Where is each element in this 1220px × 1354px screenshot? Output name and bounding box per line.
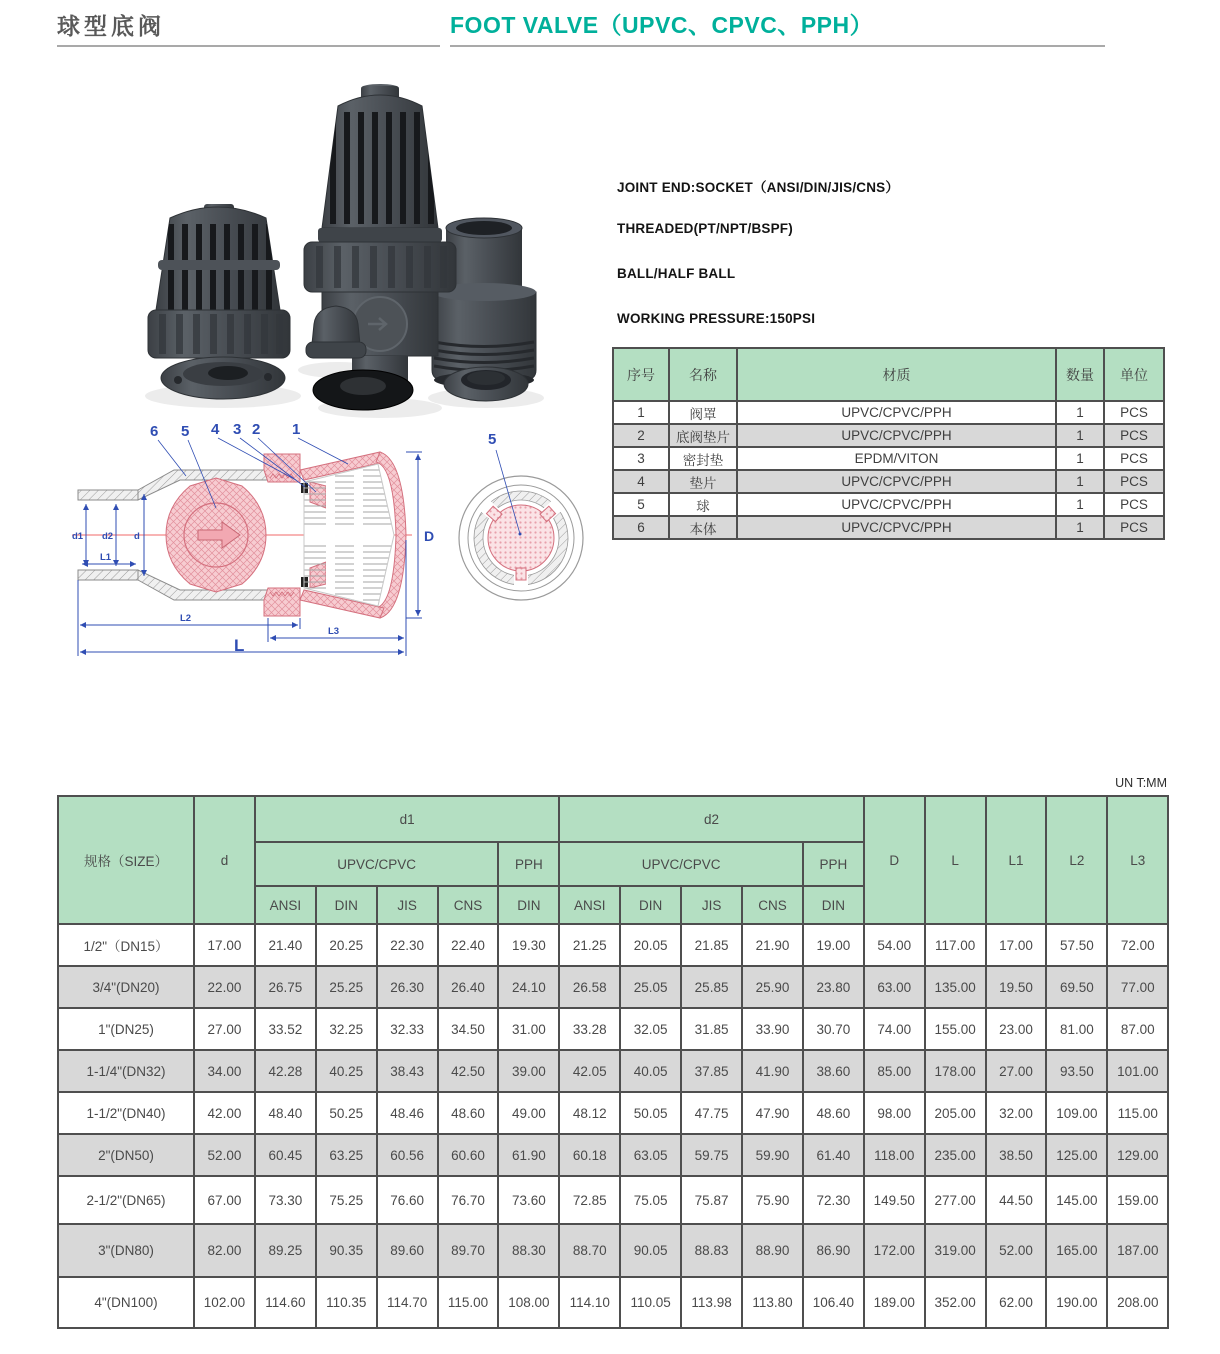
cell: 25.05 bbox=[620, 966, 681, 1008]
cell: 33.90 bbox=[742, 1008, 803, 1050]
cell: 26.30 bbox=[377, 966, 438, 1008]
cell: 1 bbox=[1056, 447, 1104, 470]
column-group-d1-upvc: UPVC/CPVC bbox=[255, 842, 499, 886]
cell: 32.05 bbox=[620, 1008, 681, 1050]
cell: 27.00 bbox=[194, 1008, 255, 1050]
cell: 60.60 bbox=[438, 1134, 499, 1176]
title-underline-cn bbox=[57, 45, 440, 47]
drawing-ball bbox=[166, 478, 266, 592]
cell: 38.60 bbox=[803, 1050, 864, 1092]
cell: 75.90 bbox=[742, 1176, 803, 1224]
cell: 110.35 bbox=[316, 1277, 377, 1328]
cell: 159.00 bbox=[1107, 1176, 1168, 1224]
cell: 44.50 bbox=[986, 1176, 1047, 1224]
cell: 90.05 bbox=[620, 1224, 681, 1277]
dim-label-l3: L3 bbox=[328, 626, 340, 637]
cell: 88.30 bbox=[498, 1224, 559, 1277]
callout-5-endview: 5 bbox=[488, 431, 497, 448]
cell: EPDM/VITON bbox=[737, 447, 1056, 470]
cell: 90.35 bbox=[316, 1224, 377, 1277]
cell: 89.25 bbox=[255, 1224, 316, 1277]
cell: 76.70 bbox=[438, 1176, 499, 1224]
cell: 阀罩 bbox=[669, 401, 737, 424]
dimension-table-row bbox=[58, 1008, 1168, 1050]
cell: 208.00 bbox=[1107, 1277, 1168, 1328]
cell: 47.90 bbox=[742, 1092, 803, 1134]
cell: 277.00 bbox=[925, 1176, 986, 1224]
cell: 25.90 bbox=[742, 966, 803, 1008]
cell: 22.40 bbox=[438, 924, 499, 966]
cell: 59.90 bbox=[742, 1134, 803, 1176]
cell: 1-1/4"(DN32) bbox=[58, 1050, 194, 1092]
cell: 62.00 bbox=[986, 1277, 1047, 1328]
cell: 82.00 bbox=[194, 1224, 255, 1277]
cell: 22.30 bbox=[377, 924, 438, 966]
cell: 72.30 bbox=[803, 1176, 864, 1224]
column-header-size: 规格（SIZE） bbox=[58, 796, 194, 924]
cell: PCS bbox=[1104, 516, 1164, 539]
parts-table-row bbox=[613, 424, 1164, 447]
column-header-d1-cns: CNS bbox=[438, 886, 499, 924]
parts-table-row bbox=[613, 516, 1164, 539]
cell: 密封垫 bbox=[669, 447, 737, 470]
cell: 72.00 bbox=[1107, 924, 1168, 966]
column-header-L3: L3 bbox=[1107, 796, 1168, 924]
cell: 4 bbox=[613, 470, 669, 493]
callout-4: 4 bbox=[211, 421, 220, 438]
cell: 42.28 bbox=[255, 1050, 316, 1092]
cell: 98.00 bbox=[864, 1092, 925, 1134]
column-header-d1-ansi: ANSI bbox=[255, 886, 316, 924]
cell: 50.05 bbox=[620, 1092, 681, 1134]
cell: 178.00 bbox=[925, 1050, 986, 1092]
cell: 117.00 bbox=[925, 924, 986, 966]
cell: 109.00 bbox=[1046, 1092, 1107, 1134]
cell: 1/2"（DN15） bbox=[58, 924, 194, 966]
cell: 73.60 bbox=[498, 1176, 559, 1224]
column-header-d: d bbox=[194, 796, 255, 924]
cell: 352.00 bbox=[925, 1277, 986, 1328]
column-group-d2-upvc: UPVC/CPVC bbox=[559, 842, 803, 886]
cell: 3/4"(DN20) bbox=[58, 966, 194, 1008]
column-group-d2: d2 bbox=[559, 796, 863, 842]
column-group-d1: d1 bbox=[255, 796, 559, 842]
spec-joint-end: JOINT END:SOCKET（ANSI/DIN/JIS/CNS） bbox=[617, 180, 900, 195]
cell: 110.05 bbox=[620, 1277, 681, 1328]
cell: 5 bbox=[613, 493, 669, 516]
cell: 190.00 bbox=[1046, 1277, 1107, 1328]
dimension-table-row bbox=[58, 1224, 1168, 1277]
cell: 19.50 bbox=[986, 966, 1047, 1008]
cell: 1 bbox=[1056, 516, 1104, 539]
cell: 42.00 bbox=[194, 1092, 255, 1134]
cell: 81.00 bbox=[1046, 1008, 1107, 1050]
cell: 20.05 bbox=[620, 924, 681, 966]
dimension-table-row bbox=[58, 966, 1168, 1008]
cell: 75.05 bbox=[620, 1176, 681, 1224]
cell: 32.00 bbox=[986, 1092, 1047, 1134]
cell: 垫片 bbox=[669, 470, 737, 493]
parts-header-row bbox=[613, 348, 1164, 401]
cell: 189.00 bbox=[864, 1277, 925, 1328]
cell: 102.00 bbox=[194, 1277, 255, 1328]
cell: 17.00 bbox=[986, 924, 1047, 966]
cell: 1-1/2"(DN40) bbox=[58, 1092, 194, 1134]
cell: 25.25 bbox=[316, 966, 377, 1008]
column-header-d2-jis: JIS bbox=[681, 886, 742, 924]
cell: 49.00 bbox=[498, 1092, 559, 1134]
column-header-no: 序号 bbox=[613, 348, 669, 401]
dim-label-d: d bbox=[134, 531, 140, 542]
column-header-D: D bbox=[864, 796, 925, 924]
column-header-L: L bbox=[925, 796, 986, 924]
cell: 40.25 bbox=[316, 1050, 377, 1092]
cell: 2"(DN50) bbox=[58, 1134, 194, 1176]
page-title-en: FOOT VALVE（UPVC、CPVC、PPH） bbox=[450, 12, 874, 38]
cell: 30.70 bbox=[803, 1008, 864, 1050]
cell: 60.18 bbox=[559, 1134, 620, 1176]
callout-6: 6 bbox=[150, 423, 159, 440]
unit-note: UN T:MM bbox=[1115, 776, 1167, 790]
parts-table-row bbox=[613, 470, 1164, 493]
cell: 48.60 bbox=[438, 1092, 499, 1134]
photo-ring-gasket bbox=[444, 367, 528, 401]
cell: 球 bbox=[669, 493, 737, 516]
column-header-d2-cns: CNS bbox=[742, 886, 803, 924]
dimension-table-row bbox=[58, 1176, 1168, 1224]
cell: 21.85 bbox=[681, 924, 742, 966]
callout-5: 5 bbox=[181, 423, 190, 440]
drawing-end-view bbox=[459, 431, 583, 600]
cell: 32.33 bbox=[377, 1008, 438, 1050]
cell: 187.00 bbox=[1107, 1224, 1168, 1277]
cell: 23.00 bbox=[986, 1008, 1047, 1050]
cell: 1 bbox=[1056, 470, 1104, 493]
dimension-table-row bbox=[58, 1277, 1168, 1328]
cell: 113.98 bbox=[681, 1277, 742, 1328]
cell: 17.00 bbox=[194, 924, 255, 966]
cell: 2-1/2"(DN65) bbox=[58, 1176, 194, 1224]
cell: 115.00 bbox=[438, 1277, 499, 1328]
cell: 135.00 bbox=[925, 966, 986, 1008]
cell: 155.00 bbox=[925, 1008, 986, 1050]
cell: 31.85 bbox=[681, 1008, 742, 1050]
cell: 61.90 bbox=[498, 1134, 559, 1176]
column-header-qty: 数量 bbox=[1056, 348, 1104, 401]
cell: 115.00 bbox=[1107, 1092, 1168, 1134]
cell: 63.25 bbox=[316, 1134, 377, 1176]
cell: 57.50 bbox=[1046, 924, 1107, 966]
parts-table-row bbox=[613, 401, 1164, 424]
column-header-d1-din: DIN bbox=[316, 886, 377, 924]
spec-threaded: THREADED(PT/NPT/BSPF) bbox=[617, 221, 793, 236]
cell: 61.40 bbox=[803, 1134, 864, 1176]
cell: 33.52 bbox=[255, 1008, 316, 1050]
cell: 26.40 bbox=[438, 966, 499, 1008]
cell: 54.00 bbox=[864, 924, 925, 966]
cell: 47.75 bbox=[681, 1092, 742, 1134]
cell: 106.40 bbox=[803, 1277, 864, 1328]
cell: 21.40 bbox=[255, 924, 316, 966]
cell: 125.00 bbox=[1046, 1134, 1107, 1176]
cell: 21.90 bbox=[742, 924, 803, 966]
dimension-table-row bbox=[58, 1092, 1168, 1134]
cell: 235.00 bbox=[925, 1134, 986, 1176]
dimension-table-row bbox=[58, 1050, 1168, 1092]
cell: 本体 bbox=[669, 516, 737, 539]
cell: UPVC/CPVC/PPH bbox=[737, 401, 1056, 424]
column-header-material: 材质 bbox=[737, 348, 1056, 401]
dim-label-d2: d2 bbox=[102, 531, 114, 542]
cell: 34.50 bbox=[438, 1008, 499, 1050]
dim-label-l2: L2 bbox=[180, 613, 192, 624]
column-header-d2-pph-din: DIN bbox=[803, 886, 864, 924]
cell: 52.00 bbox=[194, 1134, 255, 1176]
callout-1: 1 bbox=[292, 421, 301, 438]
parts-table bbox=[612, 347, 1165, 540]
cell: 32.25 bbox=[316, 1008, 377, 1050]
cell: 33.28 bbox=[559, 1008, 620, 1050]
column-header-name: 名称 bbox=[669, 348, 737, 401]
cell: UPVC/CPVC/PPH bbox=[737, 516, 1056, 539]
cell: 88.83 bbox=[681, 1224, 742, 1277]
cell: 37.85 bbox=[681, 1050, 742, 1092]
cell: 85.00 bbox=[864, 1050, 925, 1092]
cell: UPVC/CPVC/PPH bbox=[737, 493, 1056, 516]
cell: 24.10 bbox=[498, 966, 559, 1008]
cell: 129.00 bbox=[1107, 1134, 1168, 1176]
callout-3: 3 bbox=[233, 421, 242, 438]
cell: 118.00 bbox=[864, 1134, 925, 1176]
cell: 108.00 bbox=[498, 1277, 559, 1328]
cell: PCS bbox=[1104, 470, 1164, 493]
cell: 74.00 bbox=[864, 1008, 925, 1050]
cell: 38.50 bbox=[986, 1134, 1047, 1176]
dim-label-l: L bbox=[234, 636, 245, 655]
column-header-d1-jis: JIS bbox=[377, 886, 438, 924]
cell: 38.43 bbox=[377, 1050, 438, 1092]
cell: 205.00 bbox=[925, 1092, 986, 1134]
cell: 319.00 bbox=[925, 1224, 986, 1277]
cell: 86.90 bbox=[803, 1224, 864, 1277]
cell: 165.00 bbox=[1046, 1224, 1107, 1277]
spec-list bbox=[617, 176, 899, 356]
column-header-d2-din: DIN bbox=[620, 886, 681, 924]
cell: 26.58 bbox=[559, 966, 620, 1008]
cell: 76.60 bbox=[377, 1176, 438, 1224]
cell: 63.05 bbox=[620, 1134, 681, 1176]
cell: 60.56 bbox=[377, 1134, 438, 1176]
cell: 26.75 bbox=[255, 966, 316, 1008]
cell: 93.50 bbox=[1046, 1050, 1107, 1092]
cell: 114.10 bbox=[559, 1277, 620, 1328]
column-group-d1-pph: PPH bbox=[498, 842, 559, 886]
dim-label-d-outer: D bbox=[424, 528, 435, 544]
cell: 72.85 bbox=[559, 1176, 620, 1224]
column-group-d2-pph: PPH bbox=[803, 842, 864, 886]
cell: 20.25 bbox=[316, 924, 377, 966]
cell: 114.60 bbox=[255, 1277, 316, 1328]
cell: 2 bbox=[613, 424, 669, 447]
dim-label-l1: L1 bbox=[100, 552, 112, 563]
cell: 50.25 bbox=[316, 1092, 377, 1134]
column-header-L1: L1 bbox=[986, 796, 1047, 924]
photo-flange-gasket bbox=[161, 357, 285, 399]
cell: 75.25 bbox=[316, 1176, 377, 1224]
dimension-table-row bbox=[58, 1134, 1168, 1176]
photo-rubber-seal bbox=[313, 370, 413, 410]
cell: 21.25 bbox=[559, 924, 620, 966]
cell: 1 bbox=[1056, 401, 1104, 424]
cell: 40.05 bbox=[620, 1050, 681, 1092]
photo-foot-valve-small bbox=[148, 204, 290, 399]
spec-ball: BALL/HALF BALL bbox=[617, 266, 736, 281]
dim-label-d1: d1 bbox=[72, 531, 84, 542]
cell: 底阀垫片 bbox=[669, 424, 737, 447]
column-header-L2: L2 bbox=[1046, 796, 1107, 924]
cell: 4"(DN100) bbox=[58, 1277, 194, 1328]
cell: 3 bbox=[613, 447, 669, 470]
cell: 41.90 bbox=[742, 1050, 803, 1092]
cell: 48.40 bbox=[255, 1092, 316, 1134]
column-header-unit: 单位 bbox=[1104, 348, 1164, 401]
column-header-d1-pph-din: DIN bbox=[498, 886, 559, 924]
cell: 19.00 bbox=[803, 924, 864, 966]
cell: PCS bbox=[1104, 493, 1164, 516]
cell: 31.00 bbox=[498, 1008, 559, 1050]
cell: 114.70 bbox=[377, 1277, 438, 1328]
cell: 1"(DN25) bbox=[58, 1008, 194, 1050]
cell: PCS bbox=[1104, 424, 1164, 447]
cell: 3"(DN80) bbox=[58, 1224, 194, 1277]
cell: 39.00 bbox=[498, 1050, 559, 1092]
cell: 25.85 bbox=[681, 966, 742, 1008]
technical-drawing bbox=[58, 420, 603, 660]
page-title-cn: 球型底阀 bbox=[57, 13, 165, 39]
cell: 63.00 bbox=[864, 966, 925, 1008]
cell: UPVC/CPVC/PPH bbox=[737, 424, 1056, 447]
parts-table-row bbox=[613, 447, 1164, 470]
dimension-table-row bbox=[58, 924, 1168, 966]
cell: 59.75 bbox=[681, 1134, 742, 1176]
cell: 77.00 bbox=[1107, 966, 1168, 1008]
cell: 89.70 bbox=[438, 1224, 499, 1277]
cell: 52.00 bbox=[986, 1224, 1047, 1277]
product-photo-image bbox=[58, 78, 563, 423]
cell: 75.87 bbox=[681, 1176, 742, 1224]
spec-working-pressure: WORKING PRESSURE:150PSI bbox=[617, 311, 816, 326]
cell: 1 bbox=[1056, 493, 1104, 516]
dimension-table bbox=[57, 795, 1169, 1329]
cell: 27.00 bbox=[986, 1050, 1047, 1092]
cell: 48.12 bbox=[559, 1092, 620, 1134]
cell: 145.00 bbox=[1046, 1176, 1107, 1224]
parts-table-row bbox=[613, 493, 1164, 516]
cell: 89.60 bbox=[377, 1224, 438, 1277]
cell: 19.30 bbox=[498, 924, 559, 966]
cell: 101.00 bbox=[1107, 1050, 1168, 1092]
cell: 48.46 bbox=[377, 1092, 438, 1134]
cell: 42.05 bbox=[559, 1050, 620, 1092]
cell: 23.80 bbox=[803, 966, 864, 1008]
cell: 172.00 bbox=[864, 1224, 925, 1277]
cell: 88.90 bbox=[742, 1224, 803, 1277]
cell: 22.00 bbox=[194, 966, 255, 1008]
cell: 6 bbox=[613, 516, 669, 539]
cell: 73.30 bbox=[255, 1176, 316, 1224]
cell: 67.00 bbox=[194, 1176, 255, 1224]
title-underline-en bbox=[450, 45, 1105, 47]
cell: 69.50 bbox=[1046, 966, 1107, 1008]
cell: PCS bbox=[1104, 447, 1164, 470]
dims-header-row-1 bbox=[58, 796, 1168, 842]
cell: 42.50 bbox=[438, 1050, 499, 1092]
cell: 48.60 bbox=[803, 1092, 864, 1134]
cell: 88.70 bbox=[559, 1224, 620, 1277]
cell: 60.45 bbox=[255, 1134, 316, 1176]
cell: PCS bbox=[1104, 401, 1164, 424]
cell: 1 bbox=[1056, 424, 1104, 447]
cell: UPVC/CPVC/PPH bbox=[737, 470, 1056, 493]
cell: 149.50 bbox=[864, 1176, 925, 1224]
callout-2: 2 bbox=[252, 421, 261, 438]
cell: 113.80 bbox=[742, 1277, 803, 1328]
cell: 87.00 bbox=[1107, 1008, 1168, 1050]
cell: 1 bbox=[613, 401, 669, 424]
cell: 34.00 bbox=[194, 1050, 255, 1092]
column-header-d2-ansi: ANSI bbox=[559, 886, 620, 924]
